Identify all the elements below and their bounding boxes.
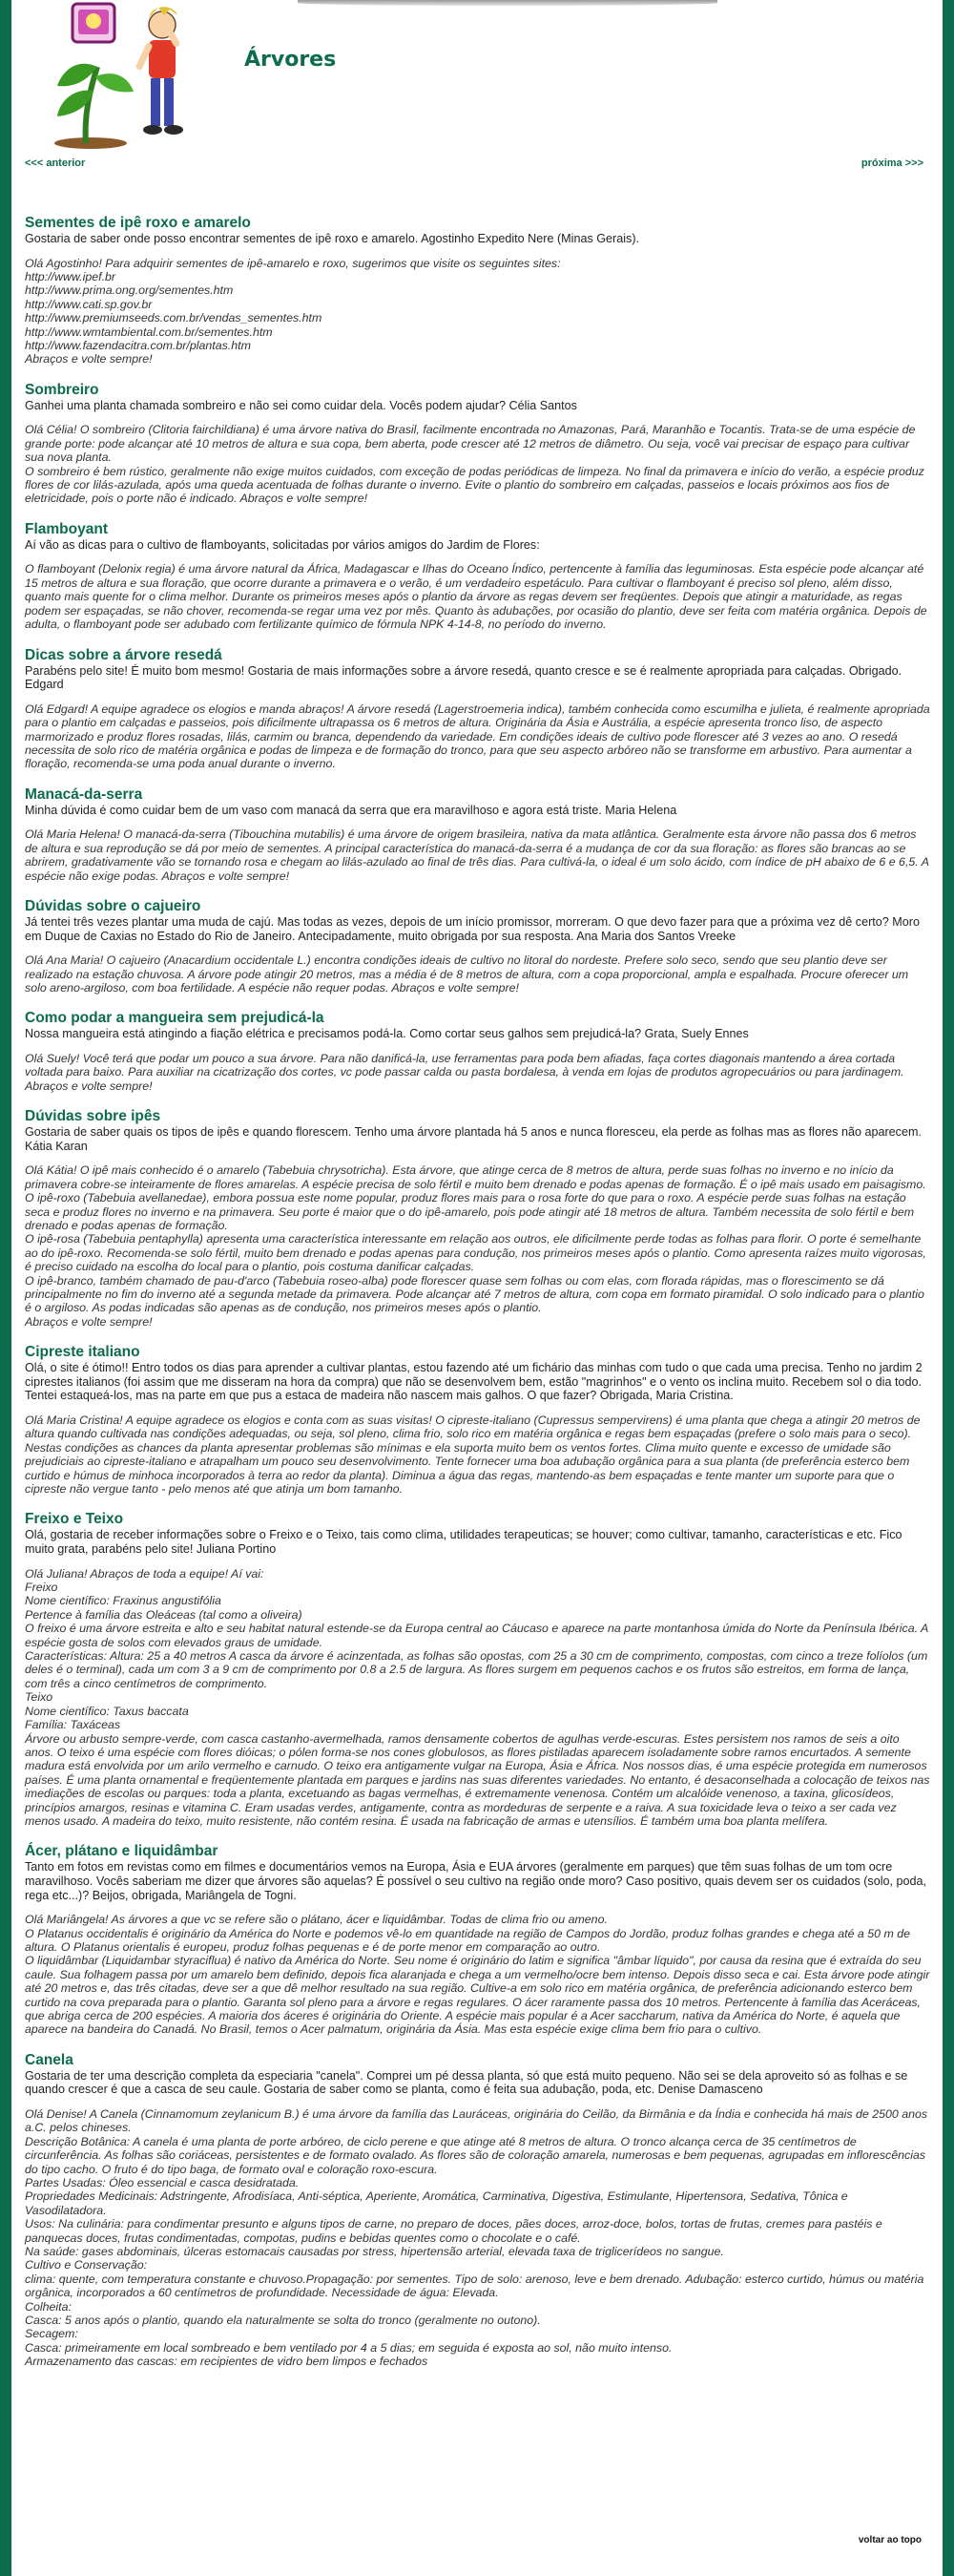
reader-question [25,915,931,943]
back-to-top-link[interactable]: voltar ao topo [858,2535,922,2545]
question-text: Olá, o site é ótimo!! Entro todos os dias para aprender a cultivar plantas, estou fazendo até um fichário das minhas com tudo o que cada uma precisa. Tenho no jardim 2 ciprestes italianos (foi assim que me disseram na hora da compra) que não se desenvolvem bem, estão "magrinhos" e o vento os inclina muito. Recebem sol o dia todo. Tentei estaqueá-los, mas na parte em que pus a estaca de madeira não nascem mais galhos. O que fazer? Obrigada, Maria Cristina. [25,1361,923,1403]
previous-page-link[interactable]: <<< anterior [25,157,86,169]
answer-line: Na saúde: gases abdominais, úlceras estomacais causadas por stress, hipertensão arterial, elevada taxa de triglicerídeos no sangue. [25,2245,724,2259]
section-title: Canela [25,2051,73,2068]
answer-line: O flamboyant (Delonix regia) é uma árvore natural da África, Madagascar e Ilhas do Oceano Índico, pertencente à família das leguminosas. Esta espécie pode alcançar até 15 metros de altura e sua floração, que ocorre durante a primavera e o verão, é um verdadeiro espetáculo. Para cultivar o flamboyant é preciso sol pleno, além disso, quanto mais quente for o clima melhor. Durante os primeiros meses após o plantio da árvore as regas devem ser freqüentes. Depois que atingir a maturidade, as regas podem ser espaçadas, se não chover, recomenda-se regar uma vez por mês. Quanto às adubações, por ocasião do plantio, deve ser feita com matéria orgânica. Depois de adulta, o flamboyant pode ser adubado com fertilizante químico de fórmula NPK 4-14-8, no período do inverno. [25,562,927,632]
answer-line: Olá Agostinho! Para adquirir sementes de ipê-amarelo e roxo, sugerimos que visite os seguintes sites: [25,256,561,270]
faq-section [25,1343,931,1496]
section-title: Dúvidas sobre ipês [25,1108,161,1125]
answer-line: Armazenamento das cascas: em recipientes de vidro bem limpos e fechados [25,2355,428,2369]
answer [25,1567,931,1829]
question-text: Já tentei três vezes plantar uma muda de cajú. Mas todas as vezes, depois de um início promissor, morreram. O que devo fazer para que a próxima vez dê certo? Moro em Duque de Caxias no Estado do Rio de Janeiro. Antecipadamente, muito obrigada por sua resposta. Ana Maria dos Santos Vreeke [25,914,920,943]
section-title: Cipreste italiano [25,1344,140,1361]
faq-section [25,520,931,632]
reader-question [25,1860,931,1902]
answer [25,953,931,995]
faq-section [25,785,931,883]
reader-question [25,664,931,692]
section-title: Como podar a mangueira sem prejudicá-la [25,1010,324,1027]
question-text: Gostaria de saber quais os tipos de ipês e quando florescem. Tenho uma árvore plantada há 5 anos e nunca floresceu, ela perde as folhas mas as flores não aparecem. Kátia Karan [25,1125,922,1153]
faq-section [25,897,931,995]
answer-line: O ipê-branco, também chamado de pau-d'arco (Tabebuia roseo-alba) pode florescer quase sem folhas ou com elas, com florada rápidas, mas o florescimento se dá principalmente no fim do inverno até a segunda metade da primavera. Pode alcançar até 7 metros de altura, com copa em formato piramidal. O solo indicado para o plantio é o argiloso. As podas indicadas são apenas as de condução, nos primeiros meses após o plantio. [25,1273,924,1315]
answer-line: Freixo [25,1581,58,1595]
answer-line: Olá Juliana! Abraços de toda a equipe! Aí vai: [25,1566,264,1581]
top-decorative-bar [298,0,717,6]
question-text: Nossa mangueira está atingindo a fiação elétrica e precisamos podá-la. Como cortar seus galhos sem prejudicá-la? Grata, Suely Ennes [25,1027,749,1041]
reader-question [25,232,931,246]
question-text: Olá, gostaria de receber informações sobre o Freixo e o Teixo, tais como clima, utilidades terapeuticas; se houver; como cultivar, tamanho, características e etc. Fico muito grata, parabéns pelo site! Juliana Portino [25,1528,902,1557]
question-text: Aí vão as dicas para o cultivo de flamboyants, solicitadas por vários amigos do Jardim de Flores: [25,537,540,552]
answer-line: Olá Denise! A Canela (Cinnamomum zeylanicum B.) é uma árvore da família das Lauráceas, originária do Ceilão, da Birmânia e da Índia e conhecida há mais de 2500 anos a.C. pelos chineses. [25,2106,928,2135]
answer-line: Família: Taxáceas [25,1718,121,1732]
reader-question [25,538,931,553]
cartoon-man-illustration [135,7,183,135]
answer-line: O freixo é uma árvore estreita e alto e seu habitat natural estende-se da Europa central ao Cáucaso e aparece na parte montanhosa úmida do Norte da Península Ibérica. A espécie gosta de solos com elevados graus de umidade. [25,1622,928,1649]
answer-line: http://www.ipef.br [25,270,116,283]
section-title: Sementes de ipê roxo e amarelo [25,215,251,231]
next-page-link[interactable]: próxima >>> [861,157,923,169]
answer [25,1414,931,1496]
answer [25,423,931,505]
answer-line: Nome científico: Fraxinus angustifólia [25,1594,221,1608]
page-header [11,0,943,169]
answer-line: http://www.premiumseeds.com.br/vendas_sementes.htm [25,311,322,325]
answer-line: O sombreiro é bem rústico, geralmente não exige muitos cuidados, com exceção de podas periódicas de limpeza. No final da primavera e início do verão, a espécie produz flores de cor lilás-azulada, após uma queda acentuada de folhas durante o inverno. Evite o plantio do sombreiro em calçadas, passeios e locais próximos aos fios de eletricidade, pois o porte não é indicado. Abraços e volte sempre! [25,464,924,506]
section-title: Freixo e Teixo [25,1511,124,1528]
reader-question [25,399,931,413]
answer-line: Nome científico: Taxus baccata [25,1704,189,1718]
page-title: Árvores [244,48,337,72]
faq-section [25,381,931,506]
section-title: Dicas sobre a árvore resedá [25,646,222,663]
answer-line: Usos: Na culinária: para condimentar presunto e alguns tipos de carne, no preparo de doces, pães doces, arroz-doce, bolos, tortas de frutas, cremes para pastéis e panquecas doces, frutas condimentadas, compotas, pudins e bebidas quentes como o chocolate e o café. [25,2217,882,2245]
answer-line: Características: Altura: 25 a 40 metros A casca da árvore é acinzentada, as folhas são opostas, com 25 a 30 cm de comprimento, compostas, com cinco a treze folíolos (um deles é o terminal), cada um com 3 a 9 cm de comprimento por 0.8 a 2.5 de largura. As flores surgem em pequenos cachos e os frutos são estreitos, em forma de lança, com três a cinco centímetros de comprimento. [25,1649,928,1690]
question-text: Parabéns pelo site! É muito bom mesmo! Gostaria de mais informações sobre a árvore resedá, quanto cresce e se é realmente apropriada para calçadas. Obrigado. Edgard [25,663,902,692]
answer-line: http://www.cati.sp.gov.br [25,297,153,311]
question-text: Gostaria de ter uma descrição completa da especiaria "canela". Comprei um pé dessa planta, só que está muito pequeno. Não sei se dela aproveito só as folhas e se quando crescer é que a casca de seu caule. Gostaria de saber como se planta, como é feita sua adubação, poda, etc. Denise Damasceno [25,2068,908,2097]
answer [25,1163,931,1329]
answer [25,1052,931,1093]
answer-line: Casca: primeiramente em local sombreado e bem ventilado por 4 a 5 dias; em seguida é exposta ao sol, não muito intenso. [25,2340,673,2355]
answer [25,562,931,631]
answer-line: clima: quente, com temperatura constante e chuvoso.Propagação: por sementes. Tipo de solo: arenoso, leve e bem drenado. Adubação: esterco curtido, húmus ou matéria orgânica, incorporados a 60 centímetros de profundidade. Necessidade de água: Elevada. [25,2272,924,2300]
answer-line: Cultivo e Conservação: [25,2258,148,2272]
answer [25,1913,931,2037]
reader-question [25,804,931,818]
answer-line: Abraços e volte sempre! [25,1314,153,1329]
answer [25,827,931,883]
answer-line: O Platanus occidentalis é originário da América do Norte e podemos vê-lo em quantidade na região de Campos do Jordão, produz folhas grandes e chega até a 50 m de altura. O Platanus orientalis é europeu, produz folhas pequenas e é de porte menor em comparação ao outro. [25,1926,911,1954]
reader-question [25,2069,931,2097]
answer-line: Olá Suely! Você terá que podar um pouco a sua árvore. Para não danificá-la, use ferramentas para poda bem afiadas, faça cortes diagonais mantendo a área cortada voltada para baixo. Para auxiliar na cicatrização dos cortes, vc pode passar calda ou pasta bordalesa, à venda em lojas de produtos agropecuários ou para jardinagem. Abraços e volte sempre! [25,1051,904,1093]
faq-section [25,1107,931,1329]
answer-line: Olá Ana Maria! O cajueiro (Anacardium occidentale L.) encontra condições ideais de cultivo no litoral do nordeste. Prefere solo seco, sendo que seu plantio deve ser realizado na estação chuvosa. A árvore pode atingir 20 metros, mas a média é de 8 metros de altura, com a copa proporcional, ampla e espalhada. Procure oferecer um solo areno-argiloso, com boa fertilidade. A espécie não requer podas. Abraços e volte sempre! [25,953,909,995]
section-title: Flamboyant [25,520,108,537]
reader-question [25,1027,931,1041]
answer-line: http://www.wmtambiental.com.br/sementes.htm [25,325,273,339]
answer-line: Olá Kátia! O ipê mais conhecido é o amarelo (Tabebuia chrysotricha). Esta árvore, que atinge cerca de 8 metros de altura, perde suas folhas no inverno e no início da primavera cobre-se inteiramente de flores amarelas. A espécie precisa de solo fértil e muito bem drenado e podas apenas de formação. É o ipê mais usado em paisagismo. [25,1163,926,1191]
answer-line: Teixo [25,1690,53,1705]
answer [25,702,931,771]
faq-section [25,1510,931,1828]
tree-mascot-illustration [48,0,205,151]
answer-line: Olá Célia! O sombreiro (Clitoria fairchildiana) é uma árvore nativa do Brasil, facilmente encontrada no Amazonas, Pará, Maranhão e Tocantis. Trata-se de uma espécie de grande porte: pode alcançar até 10 metros de altura e sua copa, bem aberta, pode crescer até 12 metros de diâmetro. Ou seja, você vai precisar de espaço para cultivar sua nova planta. [25,423,916,465]
section-title: Sombreiro [25,381,99,398]
faq-section [25,2051,931,2369]
question-text: Gostaria de saber onde posso encontrar sementes de ipê roxo e amarelo. Agostinho Expedito Nere (Minas Gerais). [25,232,640,245]
faq-section [25,214,931,367]
articles-list [25,214,931,2383]
answer [25,257,931,367]
faq-section [25,1842,931,2036]
question-text: Tanto em fotos em revistas como em filmes e documentários vemos na Europa, Ásia e EUA árvores (geralmente em parques) que têm suas folhas de um tom ocre maravilhoso. Vocês saberiam me dizer que árvores são aquelas? É possível o seu cultivo na região onde moro? Caso positivo, quais devem ser os cuidados (solo, poda, rega etc...)? Beijos, obrigada, Mariângela de Togni. [25,1860,927,1902]
answer-line: O ipê-rosa (Tabebuia pentaphylla) apresenta uma característica interessante em relação aos outros, ele dificilmente perde todas as folhas para florir. O porte é semelhante ao do ipê-roxo. Recomenda-se solo fértil, muito bem drenado e podas apenas para condução, nos primeiros meses após o plantio. Como apresenta raízes muito vigorosas, é preciso cuidado na escolha do local para o plantio, pois costuma danificar calçadas. [25,1232,926,1274]
answer-line: http://www.fazendacitra.com.br/plantas.htm [25,339,251,353]
faq-section [25,1009,931,1093]
answer [25,2107,931,2369]
answer-line: Propriedades Medicinais: Adstringente, Afrodisíaca, Anti-séptica, Aperiente, Aromática, Carminativa, Digestiva, Estimulante, Hipertensora, Sedativa, Tônica e Vasodilatadora. [25,2189,848,2217]
section-title: Manacá-da-serra [25,785,143,803]
question-text: Minha dúvida é como cuidar bem de um vaso com manacá da serra que era maravilhoso e agora está triste. Maria Helena [25,803,677,817]
answer-line: Olá Maria Cristina! A equipe agradece os elogios e conta com as suas visitas! O cipreste-italiano (Cupressus sempervirens) é uma planta que chega a atingir 20 metros de altura quando cultivada nas condições adequadas, ou seja, sol pleno, clima frio, solo rico em matéria orgânica e regas bem espaçadas (prefere o solo mais para o seco). Nestas condições as chances da planta apresentar problemas são mínimas e ela suporta muito bem os ventos fortes. Clima muito quente e excesso de umidade são prejudiciais ao cipreste-italiano e atrapalham um pouco seu desenvolvimento. Tente fornecer uma boa adubação orgânica para a sua planta (de preferência esterco bem curtido e húmus de minhoca incorporados à terra ao redor da planta). Diminua a água das regas, mantendo-as bem espaçadas e tente manter um suporte para que o cipreste não vergue tanto - pelo menos até que atinja um bom tamanho. [25,1414,921,1497]
page [11,0,943,2576]
answer-line: Secagem: [25,2327,78,2341]
answer-line: Pertence à família das Oleáceas (tal como a oliveira) [25,1607,302,1622]
reader-question [25,1125,931,1153]
answer-line: O liquidâmbar (Liquidambar styraciflua) é nativo da América do Norte. Seu nome é originário do latim e significa "âmbar líquido", por causa da resina que é extraída do seu caule. Sua folhagem passa por um amarelo bem definido, depois fica alaranjada e chega a um vermelho/ocre bem intenso. Depois disso seca e cai. Esta árvore pode atingir até 20 metros e, das três citadas, deve ser a que dê melhor resultado na sua região. Cultive-a em solo rico em matéria orgânica, de preferência adicionando esterco bem curtido na cova preparada para o plantio. Garanta sol pleno para a árvore e regas regulares. O ácer raramente passa dos 10 metros. Pertencente à família das Aceráceas, que abriga cerca de 200 espécies. A maioria dos áceres é originária do Oriente. A espécie mais popular é a Acer saccharum, nativa da América do Norte, é aquela que aparece na bandeira do Canadá. No Brasil, temos o Acer palmatum, originária da Ásia. Mas esta espécie exige clima bem frio para o cultivo. [25,1954,930,2037]
answer-line: Olá Edgard! A equipe agradece os elogios e manda abraços! A árvore resedá (Lagerstroemeria indica), também conhecida como escumilha e julieta, é realmente apropriada para o plantio em calçadas e passeios, pois dificilmente ultrapassa os 6 metros de altura. Originária da Ásia e Austrália, a espécie apresenta tronco liso, de aspecto marmorizado e produz flores rosadas, lilás, carmim ou branca, dependendo da variedade. Em condições ideais de cultivo pode florescer até 3 vezes ao ano. O resedá necessita de solo rico de matéria orgânica e podas de limpeza e de formação do tronco, para que seu aspecto arbóreo não se transforme em arbustivo. Para aumentar a floração, recomenda-se uma poda anual durante o inverno. [25,702,930,771]
answer-line: O ipê-roxo (Tabebuia avellanedae), embora possua este nome popular, produz flores mais para o rosa forte do que para o roxo. A espécie perde suas folhas na estação seca e produz flores no inverno e na primavera. Seu porte é maior que o do ipê-amarelo, pois pode atingir até 18 metros de altura. Também necessita de solo fértil e bem drenado e podas apenas de formação. [25,1191,915,1232]
answer-line: Colheita: [25,2299,72,2314]
answer-line: Olá Maria Helena! O manacá-da-serra (Tibouchina mutabilis) é uma árvore de origem brasileira, nativa da mata atlântica. Geralmente esta árvore não passa dos 6 metros de altura e sua reprodução se dá por meio de sementes. A principal característica do manacá-da-serra é a mudança de cor da sua floração: as flores são brancas ao se abrirem, gradativamente vão se tornando rosa e chegam ao lilás-azulado ao final de três dias. Para cultivá-la, o ideal é um solo ácido, com índice de pH abaixo de 6 e 6,5. A espécie não exige podas. Abraços e volte sempre! [25,827,929,883]
answer-line: http://www.prima.ong.org/sementes.htm [25,283,234,298]
section-title: Ácer, plátano e liquidâmbar [25,1843,218,1860]
answer-line: Casca: 5 anos após o plantio, quando ela naturalmente se solta do tronco (geralmente no outono). [25,2314,541,2328]
question-text: Ganhei uma planta chamada sombreiro e não sei como cuidar dela. Vocês podem ajudar? Célia Santos [25,398,577,412]
reader-question [25,1361,931,1403]
answer-line: Olá Mariângela! As árvores a que vc se refere são o plátano, ácer e liquidâmbar. Todas de clima frio ou ameno. [25,1913,608,1927]
section-title: Dúvidas sobre o cajueiro [25,897,201,914]
answer-line: Abraços e volte sempre! [25,352,153,367]
reader-question [25,1528,931,1556]
faq-section [25,646,931,771]
answer-line: Árvore ou arbusto sempre-verde, com casca castanho-avermelhada, ramos densamente cobertos de agulhas verde-escuras. Estes persistem nos ramos de seis a oito anos. O teixo é uma espécie com flores dióicas; o pólen forma-se nos cones globulosos, as flores pistiladas aparecem isoladamente sobre ramos encurtados. A semente madura está envolvida por um arilo vermelho e carnudo. O teixo era antigamente vulgar na Europa, Ásia e África. Nos nossos dias, é uma espécie protegida em numerosos países. É uma planta ornamental e freqüentemente plantada em parques e jardins nas suas diferentes variedades. No entanto, é desaconselhada a colocação de teixos nas imediações de escolas ou parques: toda a planta, excetuando as bagas vermelhas, é extremamente venenosa. Contém um alcalóide venenoso, a taxina, glicosídeos, princípios amargos, resinas e vitamina C. Eram usadas verdes, antigamente, contra as mordeduras de serpente e a raiva. A sua toxicidade leva o teixo a ser cada vez menos usado. A madeira do teixo, muito resistente, não contém resina. É usada na fabricação de armas e utensílios. É também uma boa planta melífera. [25,1731,930,1828]
answer-line: Partes Usadas: Óleo essencial e casca desidratada. [25,2176,300,2189]
answer-line: Descrição Botânica: A canela é uma planta de porte arbóreo, de ciclo perene e que atinge até 8 metros de altura. O tronco alcança cerca de 35 centímetros de circunferência. As folhas são coriáceas, persistentes e de formato ovalado. As flores são de coloração amarela, numerosas e bem pequenas, agrupadas em inflorescências do tipo cacho. O fruto é do tipo baga, de formato oval e coloração roxo-escura. [25,2134,926,2176]
